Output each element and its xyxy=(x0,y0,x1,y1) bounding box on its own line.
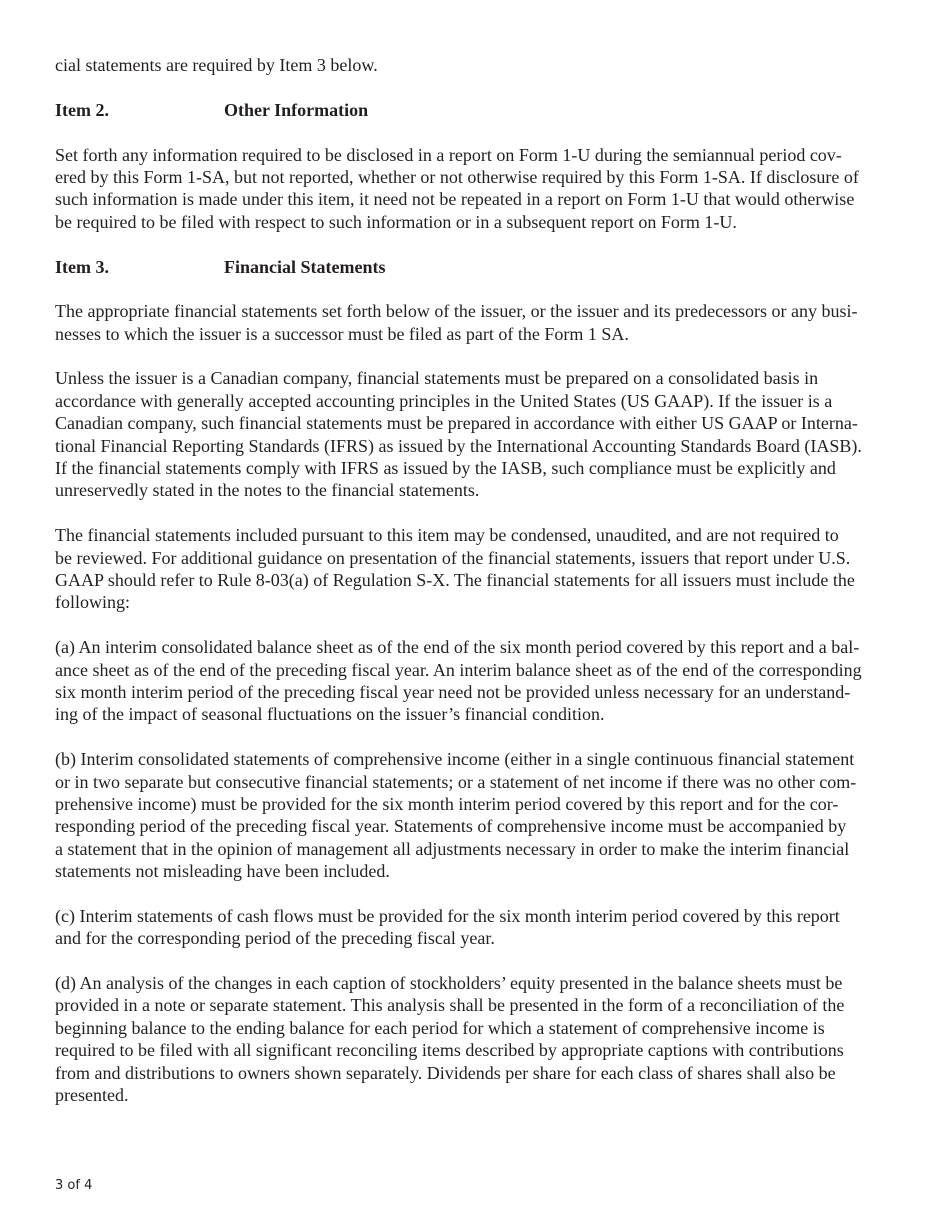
paragraph xyxy=(55,636,915,726)
text-line: The appropriate financial statements set forth below of the issuer, or the issuer and its predecessors or any busi- xyxy=(55,301,858,322)
text-line: statements not misleading have been included. xyxy=(55,861,390,882)
text-line: Set forth any information required to be disclosed in a report on Form 1-U during the semiannual period cov- xyxy=(55,144,842,165)
item-number: Item 3. xyxy=(55,256,109,277)
text-line: GAAP should refer to Rule 8-03(a) of Regulation S-X. The financial statements for all issuers must include the xyxy=(55,569,855,590)
section-heading xyxy=(55,256,915,278)
paragraph xyxy=(55,905,915,950)
page-number: 3 of 4 xyxy=(55,1178,93,1193)
text-line: tional Financial Reporting Standards (IFRS) as issued by the International Accounting Standards Board (IASB). xyxy=(55,435,862,456)
text-line: beginning balance to the ending balance for each period for which a statement of comprehensive income is xyxy=(55,1017,825,1038)
text-line: required to be filed with all significant reconciling items described by appropriate captions with contributions xyxy=(55,1040,844,1061)
text-line: ing of the impact of seasonal fluctuations on the issuer’s financial condition. xyxy=(55,704,605,725)
text-line: accordance with generally accepted accounting principles in the United States (US GAAP). If the issuer is a xyxy=(55,390,833,411)
text-line: ance sheet as of the end of the preceding fiscal year. An interim balance sheet as of the end of the corresponding xyxy=(55,659,862,680)
text-line: such information is made under this item, it need not be repeated in a report on Form 1-U that would otherwise xyxy=(55,189,855,210)
text-line: following: xyxy=(55,592,130,613)
text-line: (d) An analysis of the changes in each caption of stockholders’ equity presented in the balance sheets must be xyxy=(55,973,843,994)
text-line: six month interim period of the preceding fiscal year need not be provided unless necessary for an understand- xyxy=(55,681,851,702)
text-line: or in two separate but consecutive financial statements; or a statement of net income if there was no other com- xyxy=(55,771,857,792)
paragraph xyxy=(55,524,915,614)
paragraph xyxy=(55,972,915,1106)
text-line: (a) An interim consolidated balance sheet as of the end of the six month period covered by this report and a bal- xyxy=(55,637,860,658)
text-line: be required to be filed with respect to such information or in a subsequent report on Form 1-U. xyxy=(55,211,737,232)
text-line: cial statements are required by Item 3 below. xyxy=(55,55,378,75)
paragraph xyxy=(55,367,915,501)
text-line: ered by this Form 1-SA, but not reported, whether or not otherwise required by this Form 1-SA. If disclosure of xyxy=(55,166,859,187)
text-line: prehensive income) must be provided for the six month interim period covered by this report and for the cor- xyxy=(55,793,839,814)
text-line: The financial statements included pursuant to this item may be condensed, unaudited, and are not required to xyxy=(55,525,839,546)
text-line: from and distributions to owners shown separately. Dividends per share for each class of shares shall also be xyxy=(55,1062,836,1083)
item-title: Financial Statements xyxy=(224,256,386,277)
text-line: unreservedly stated in the notes to the financial statements. xyxy=(55,480,480,501)
document-body xyxy=(55,54,915,1129)
text-line: nesses to which the issuer is a successor must be filed as part of the Form 1 SA. xyxy=(55,323,629,344)
paragraph xyxy=(55,300,915,345)
text-line: and for the corresponding period of the preceding fiscal year. xyxy=(55,928,495,949)
text-line: presented. xyxy=(55,1084,129,1105)
text-line: provided in a note or separate statement. This analysis shall be presented in the form of a reconciliation of the xyxy=(55,995,845,1016)
item-title: Other Information xyxy=(224,99,369,120)
paragraph xyxy=(55,54,915,76)
text-line: a statement that in the opinion of management all adjustments necessary in order to make the interim financial xyxy=(55,838,850,859)
text-line: be reviewed. For additional guidance on presentation of the financial statements, issuers that report under U.S. xyxy=(55,547,851,568)
text-line: (b) Interim consolidated statements of comprehensive income (either in a single continuous financial statement xyxy=(55,749,855,770)
text-line: If the financial statements comply with IFRS as issued by the IASB, such compliance must be explicitly and xyxy=(55,458,836,479)
text-line: (c) Interim statements of cash flows must be provided for the six month interim period covered by this report xyxy=(55,905,840,926)
text-line: Canadian company, such financial statements must be prepared in accordance with either US GAAP or Interna- xyxy=(55,413,858,434)
text-line: responding period of the preceding fiscal year. Statements of comprehensive income must be accompanied by xyxy=(55,816,847,837)
paragraph xyxy=(55,144,915,234)
text-line: Unless the issuer is a Canadian company, financial statements must be prepared on a consolidated basis in xyxy=(55,368,819,389)
section-heading xyxy=(55,99,915,121)
paragraph xyxy=(55,748,915,882)
item-number: Item 2. xyxy=(55,99,109,120)
